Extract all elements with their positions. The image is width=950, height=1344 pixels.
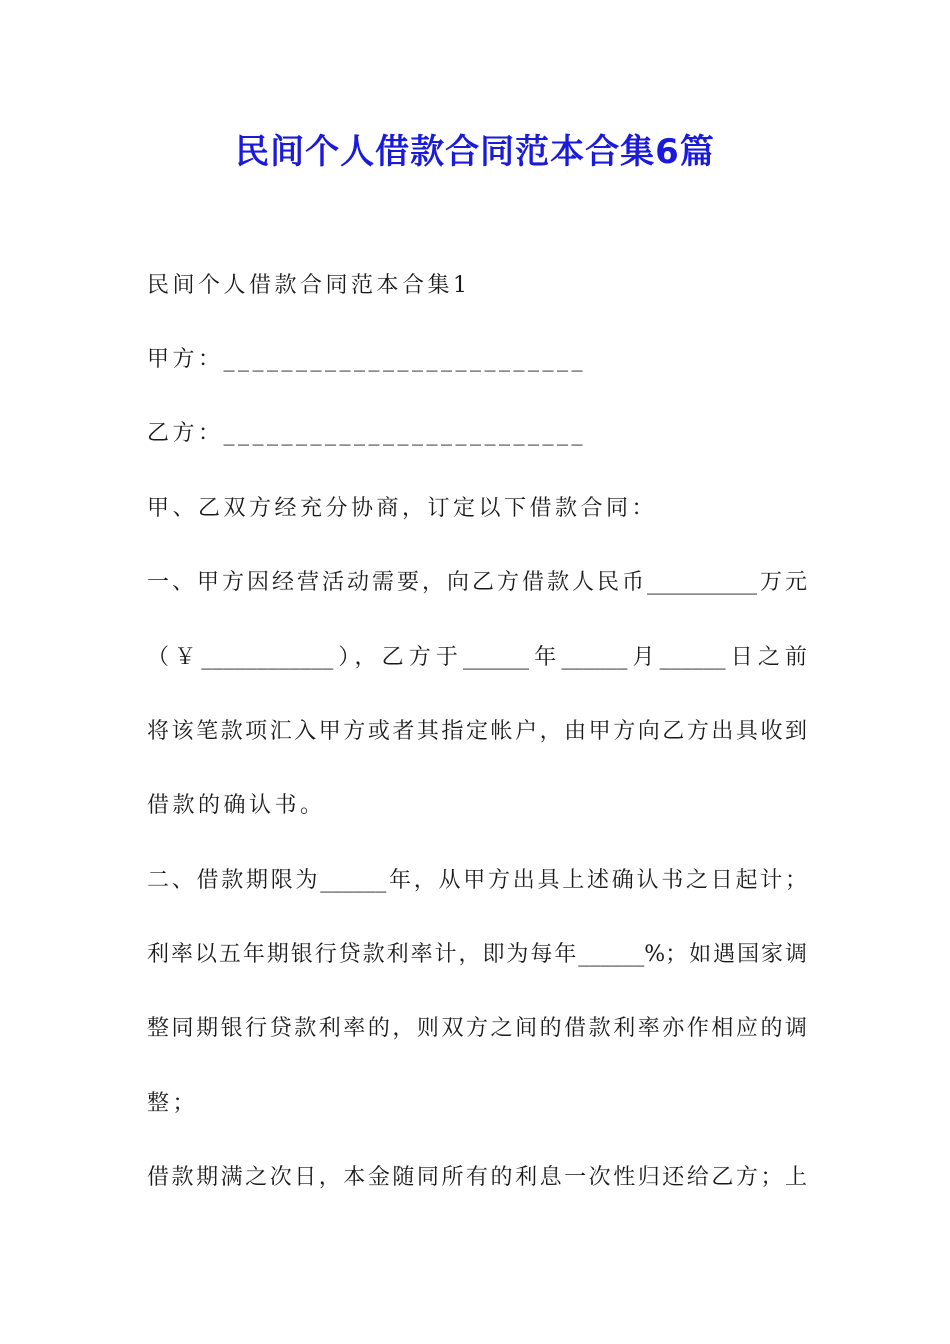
clause-1-line-1: 一、甲方因经营活动需要，向乙方借款人民币__________万元 bbox=[147, 570, 807, 595]
document-title: 民间个人借款合同范本合集6篇 bbox=[235, 132, 715, 172]
clause-1-line-2: （￥____________），乙方于______年______月______日之前 bbox=[147, 645, 807, 670]
clause-1-line-4: 借款的确认书。 bbox=[147, 793, 326, 818]
preamble-line: 甲、乙双方经充分协商，订定以下借款合同： bbox=[147, 496, 658, 521]
clause-2-line-4: 整； bbox=[147, 1091, 199, 1116]
clause-1-line-3: 将该笔款项汇入甲方或者其指定帐户，由甲方向乙方出具收到 bbox=[147, 719, 807, 744]
party-a-line: 甲方：_________________________ bbox=[147, 347, 587, 372]
clause-2-line-2: 利率以五年期银行贷款利率计，即为每年______%；如遇国家调 bbox=[147, 942, 807, 967]
clause-2-line-1: 二、借款期限为______年，从甲方出具上述确认书之日起计； bbox=[147, 868, 807, 893]
section-heading: 民间个人借款合同范本合集1 bbox=[147, 273, 471, 298]
clause-3-line-1: 借款期满之次日，本金随同所有的利息一次性归还给乙方；上 bbox=[147, 1165, 807, 1190]
clause-2-line-3: 整同期银行贷款利率的，则双方之间的借款利率亦作相应的调 bbox=[147, 1016, 807, 1041]
party-b-line: 乙方：_________________________ bbox=[147, 421, 587, 446]
